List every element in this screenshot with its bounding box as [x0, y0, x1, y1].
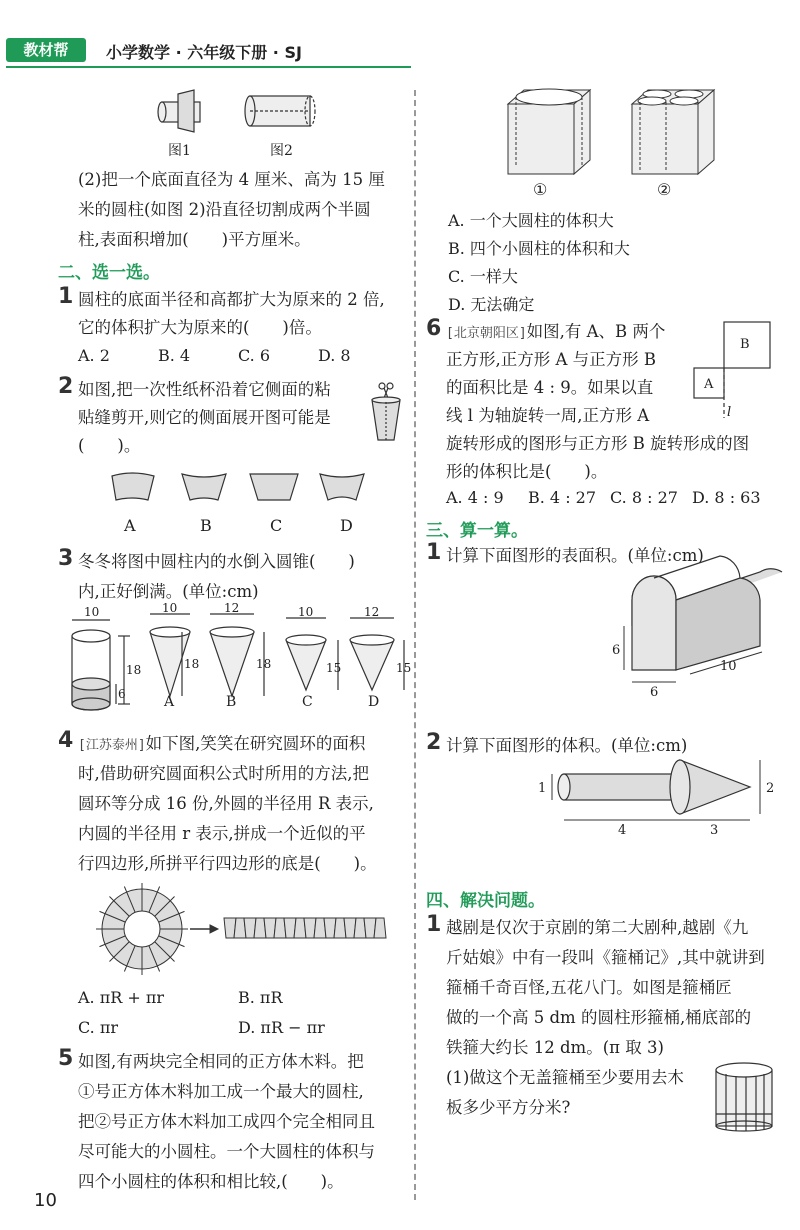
choice-2-line-1: 如图,把一次性纸杯沿着它侧面的粘 [78, 380, 331, 399]
fig1-label: 图1 [168, 143, 191, 159]
q3-label-c-height: 15 [326, 661, 342, 675]
section-choose: 二、选一选。 [58, 263, 160, 283]
choice-3-option-b[interactable]: B [226, 694, 237, 710]
q3-label-a-diameter: 10 [162, 601, 178, 615]
calc-2-text: 计算下面图形的体积。(单位:cm) [446, 736, 688, 755]
calc-2-number: 2 [426, 730, 442, 755]
cyl-diameter-label: 1 [538, 781, 547, 796]
q3-label-water-height: 6 [118, 687, 126, 701]
solve-1-line-3: 箍桶千奇百怪,五花八门。如图是箍桶匠 [446, 978, 732, 997]
choice-4-line-5: 行四边形,所拼平行四边形的底是( )。 [78, 854, 377, 873]
column-divider [414, 90, 416, 1200]
q2-line-1: (2)把一个底面直径为 4 厘米、高为 15 厘 [78, 170, 385, 189]
paper-cup-figure [366, 380, 406, 444]
choice-5-line-3: 把②号正方体木料加工成四个完全相同且 [78, 1112, 375, 1131]
choice-2-option-a[interactable]: A [124, 516, 136, 535]
choice-6-line-5: 旋转形成的图形与正方形 B 旋转形成的图 [446, 434, 750, 453]
q3-label-cyl-height: 18 [126, 663, 142, 677]
choice-4-option-c[interactable]: C. πr [78, 1018, 119, 1037]
cube-1-label: ① [533, 180, 548, 199]
q3-label-c-diameter: 10 [298, 605, 314, 619]
wood-cubes-figure [500, 82, 730, 182]
choice-4-option-b[interactable]: B. πR [238, 988, 283, 1007]
cylinder-cone-solid-figure [530, 760, 780, 840]
choice-6-number: 6 [426, 316, 442, 341]
choice-5-option-c[interactable]: C. 一样大 [448, 267, 518, 286]
solve-1-line-1: 越剧是仅次于京剧的第二大剧种,越剧《九 [446, 918, 749, 937]
q3-label-cyl-diameter: 10 [84, 605, 100, 619]
square-b-label: B [740, 337, 750, 352]
choice-4-option-a[interactable]: A. πR + πr [78, 988, 165, 1007]
choice-5-line-5: 四个小圆柱的体积和相比较,( )。 [78, 1172, 344, 1191]
choice-3-line-2: 内,正好倒满。(单位:cm) [78, 582, 259, 601]
choice-1-option-d[interactable]: D. 8 [318, 346, 351, 365]
cube-2-label: ② [657, 180, 672, 199]
choice-6-option-c[interactable]: C. 8 : 27 [610, 488, 678, 507]
choice-3-number: 3 [58, 546, 74, 571]
choice-1-line-2: 它的体积扩大为原来的( )倍。 [78, 318, 322, 337]
calc-1-number: 1 [426, 540, 442, 565]
choice-6-option-b[interactable]: B. 4 : 27 [528, 488, 597, 507]
squares-ab-figure [694, 320, 774, 420]
cup-net-shapes [108, 470, 368, 504]
choice-1-line-1: 圆柱的底面半径和高都扩大为原来的 2 倍, [78, 290, 385, 309]
choice-5-line-4: 尽可能大的小圆柱。一个大圆柱的体积与 [78, 1142, 375, 1161]
choice-4-line-1 [78, 730, 365, 760]
page-number: 10 [34, 1190, 57, 1211]
q3-label-d-diameter: 12 [364, 605, 380, 619]
choice-2-option-b[interactable]: B [200, 516, 212, 535]
choice-3-line-1: 冬冬将图中圆柱内的水倒入圆锥( ) [78, 552, 355, 571]
book-title: 小学数学 · 六年级下册 · SJ [106, 43, 302, 62]
cone-height-label: 3 [710, 823, 719, 838]
figure-cylinders-1-2 [150, 88, 330, 138]
q2-line-2: 米的圆柱(如图 2)沿直径切割成两个半圆 [78, 200, 371, 219]
choice-4-line-4: 内圆的半径用 r 表示,拼成一个近似的平 [78, 824, 366, 843]
choice-6-line-2: 正方形,正方形 A 与正方形 B [446, 350, 657, 369]
choice-2-option-c[interactable]: C [270, 516, 283, 535]
choice-6-line-1 [446, 318, 665, 348]
cyl-length-label: 4 [618, 823, 627, 838]
choice-1-option-b[interactable]: B. 4 [158, 346, 191, 365]
choice-6-line-3: 的面积比是 4 : 9。如果以直 [446, 378, 654, 397]
wooden-bucket-figure [712, 1060, 776, 1132]
square-a-label: A [704, 377, 714, 392]
choice-3-option-c[interactable]: C [302, 694, 313, 710]
choice-1-option-a[interactable]: A. 2 [78, 346, 110, 365]
choice-5-option-d[interactable]: D. 无法确定 [448, 295, 535, 314]
choice-1-number: 1 [58, 284, 74, 309]
box-height-label: 6 [612, 643, 621, 658]
choice-4-source-tag: [江苏泰州] [78, 738, 146, 753]
solve-1-sub-line-2: 板多少平方分米? [446, 1098, 571, 1117]
choice-5-option-a[interactable]: A. 一个大圆柱的体积大 [448, 211, 614, 230]
ring-division-figure [100, 886, 390, 972]
solve-1-line-4: 做的一个高 5 dm 的圆柱形箍桶,桶底部的 [446, 1008, 752, 1027]
q3-label-b-height: 18 [256, 657, 272, 671]
choice-3-option-d[interactable]: D [368, 694, 380, 710]
axis-l-label: l [727, 405, 732, 420]
choice-4-line-1-text: 如下图,笑笑在研究圆环的面积 [145, 734, 366, 753]
choice-6-line-4: 线 l 为轴旋转一周,正方形 A [446, 406, 650, 425]
choice-6-source-tag: [北京朝阳区] [446, 326, 527, 341]
choice-4-line-2: 时,借助研究圆面积公式时所用的方法,把 [78, 764, 369, 783]
fig2-label: 图2 [270, 143, 293, 159]
choice-5-line-1: 如图,有两块完全相同的正方体木料。把 [78, 1052, 364, 1071]
box-length-label: 10 [720, 659, 737, 674]
choice-2-line-2: 贴缝剪开,则它的侧面展开图可能是 [78, 408, 331, 427]
choice-5-line-2: ①号正方体木料加工成一个最大的圆柱, [78, 1082, 364, 1101]
q3-label-a-height: 18 [184, 657, 200, 671]
solve-1-sub-line-1: (1)做这个无盖箍桶至少要用去木 [446, 1068, 684, 1087]
box-width-label: 6 [650, 685, 659, 700]
header-rule [6, 66, 411, 68]
half-cylinder-box-figure [610, 570, 780, 700]
choice-2-line-3: ( )。 [78, 436, 141, 455]
solve-1-line-2: 斤姑娘》中有一段叫《箍桶记》,其中就讲到 [446, 948, 765, 967]
choice-6-option-d[interactable]: D. 8 : 63 [692, 488, 761, 507]
cone-diameter-label: 2 [766, 781, 775, 796]
choice-3-option-a[interactable]: A [164, 694, 175, 710]
choice-4-line-3: 圆环等分成 16 份,外圆的半径用 R 表示, [78, 794, 374, 813]
q3-label-d-height: 15 [396, 661, 412, 675]
q2-line-3: 柱,表面积增加( )平方厘米。 [78, 230, 311, 249]
choice-2-number: 2 [58, 374, 74, 399]
calc-1-text: 计算下面图形的表面积。(单位:cm) [446, 546, 704, 565]
solve-1-line-5: 铁箍大约长 12 dm。(π 取 3) [446, 1038, 664, 1057]
choice-1-option-c[interactable]: C. 6 [238, 346, 271, 365]
choice-4-option-d[interactable]: D. πR − πr [238, 1018, 325, 1037]
choice-4-number: 4 [58, 728, 74, 753]
section-solve: 四、解决问题。 [426, 891, 545, 911]
header-tag: 教材帮 [6, 38, 86, 62]
choice-6-line-6: 形的体积比是( )。 [446, 462, 608, 481]
choice-5-number: 5 [58, 1046, 74, 1071]
solve-1-number: 1 [426, 912, 442, 937]
ring-piece [374, 918, 386, 938]
choice-2-option-d[interactable]: D [340, 516, 353, 535]
section-calculate: 三、算一算。 [426, 521, 528, 541]
q3-label-b-diameter: 12 [224, 601, 240, 615]
choice-6-option-a[interactable]: A. 4 : 9 [446, 488, 504, 507]
choice-5-option-b[interactable]: B. 四个小圆柱的体积和大 [448, 239, 630, 258]
choice-6-line-1-text: 如图,有 A、B 两个 [526, 322, 666, 341]
